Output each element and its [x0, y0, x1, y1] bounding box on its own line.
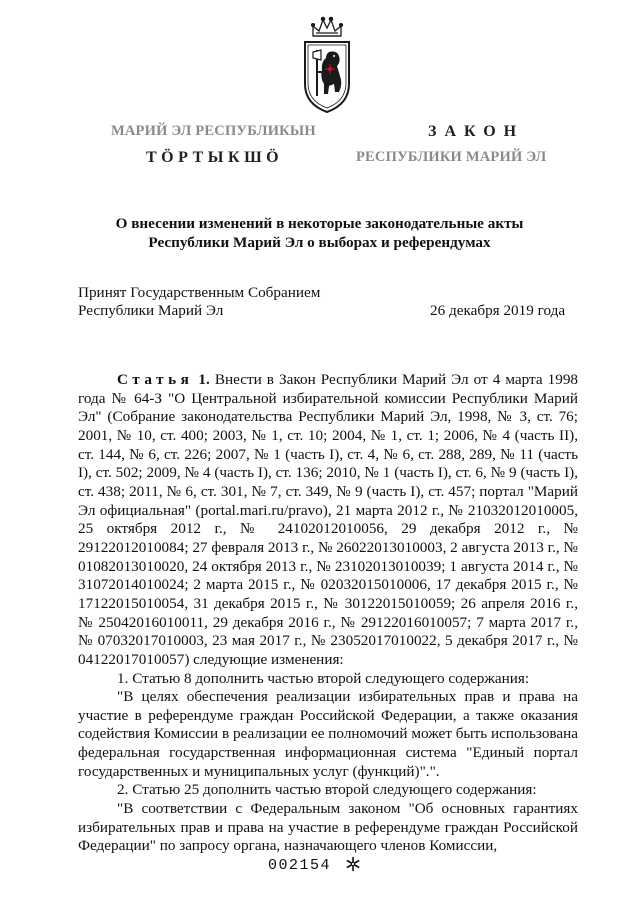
asterisk-mark-icon: [345, 856, 361, 872]
republic-name-russian: РЕСПУБЛИКИ МАРИЙ ЭЛ: [356, 149, 547, 165]
crown-icon: [312, 17, 343, 36]
document-title-line-2: Республики Марий Эл о выборах и референдумах: [148, 234, 491, 251]
bear-with-axe-icon: [313, 50, 341, 96]
adopted-by-line-2: Республики Марий Эл: [78, 302, 224, 319]
adopted-by-line-1: Принят Государственным Собранием: [78, 284, 321, 301]
republic-name-mari: МАРИЙ ЭЛ РЕСПУБЛИКЫН: [111, 123, 316, 139]
item-1-text: "В целях обеспечения реализации избирательных прав и права на участие в референдуме граждан Российской Федерации, а также оказания содействия Комиссии в реализации ее полномочий может быть использована федеральная государственная информационная система "Единый портал государственных и муниципальных услуг (функций)".".: [78, 688, 578, 780]
document-title-line-1: О внесении изменений в некоторые законодательные акты: [115, 215, 524, 232]
item-1-heading: 1. Статью 8 дополнить частью второй следующего содержания:: [117, 669, 530, 687]
article-label: Статья: [117, 371, 194, 388]
article-number: 1.: [198, 371, 210, 388]
article-1-paragraph: [78, 371, 578, 670]
item-2-text: "В соответствии с Федеральным законом "Об основных гарантиях избирательных прав и права на участие в референдуме граждан Российской Федерации" по запросу органа, назначающего членов Комиссии,: [78, 800, 578, 855]
coat-of-arms-emblem: [299, 14, 355, 116]
law-word-russian: ЗАКОН: [428, 123, 525, 140]
law-word-mari: ТӦРТЫКШӦ: [146, 149, 284, 166]
adoption-date: 26 декабря 2019 года: [430, 302, 566, 319]
document-serial-number: 002154: [268, 857, 332, 874]
article-1-text: Внести в Закон Республики Марий Эл от 4 марта 1998 года № 64-З "О Центральной избирательной комиссии Республики Марий Эл" (Собрание законодательства Республики Марий Эл, 1998, № 3, ст. 76; 2001, № 10, ст. 400; 2003, № 1, ст. 10; 2004, № 1, ст. 1; 2006, № 4 (часть II), ст. 144, № 6, ст. 226; 2007, № 1 (часть I), ст. 4, № 6, ст. 288, 289, № 11 (часть I), ст. 502; 2009, № 4 (часть I), ст. 136; 2010, № 1 (часть I), ст. 6, № 9 (часть I), ст. 438; 2011, № 6, ст. 301, № 7, ст. 349, № 9 (часть I), ст. 457; портал "Марий Эл официальная" (portal.mari.ru/pravo), 21 марта 2012 г., № 21032012010005, 25 октября 2012 г., № 24102012010056, 29 декабря 2012 г., № 29122012010084; 27 февраля 2013 г., № 26022013010003, 2 августа 2013 г., № 01082013010020, 24 октября 2013 г., № 23102013010039; 1 августа 2014 г., № 31072014010024; 2 марта 2015 г., № 02032015010006, 17 декабря 2015 г., № 17122015010054, 31 декабря 2015 г., № 30122015010059; 26 апреля 2016 г., № 25042016010011, 29 декабря 2016 г., № 29122016010057; 7 марта 2017 г., № 07032017010003, 23 мая 2017 г., № 23052017010022, 5 декабря 2017 г., № 04122017010057) следующие изменения:: [78, 371, 579, 668]
document-body: [78, 371, 578, 856]
item-2-heading: 2. Статью 25 дополнить частью второй следующего содержания:: [117, 781, 537, 799]
